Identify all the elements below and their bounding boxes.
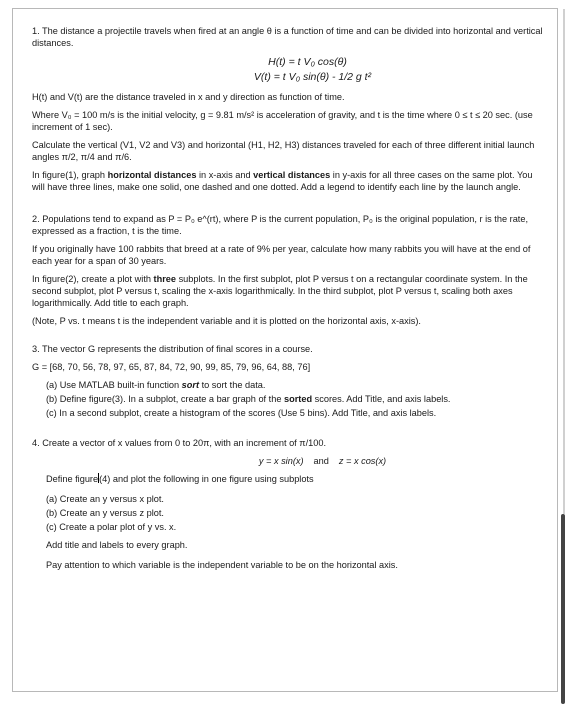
scrollbar-thumb[interactable] <box>561 514 565 704</box>
q1-calculate: Calculate the vertical (V1, V2 and V3) and horizontal (H1, H2, H3) distances traveled for each of three different initial launch angles π/2, π/4 and π/6. <box>32 140 535 162</box>
q4-part-a: (a) Create an y versus x plot. <box>46 494 164 504</box>
q1-fig-bold-2: vertical distances <box>253 170 331 180</box>
q1-fig-text-1: In figure(1), graph <box>32 170 108 180</box>
q2-figure-instructions <box>32 273 543 309</box>
q3-a-text-1: (a) Use MATLAB built-in function <box>46 380 182 390</box>
q4-titles: Add title and labels to every graph. <box>46 540 188 550</box>
q2-fig-text-1: In figure(2), create a plot with <box>32 274 154 284</box>
q4-intro: 4. Create a vector of x values from 0 to 20π, with an increment of π/100. <box>32 438 327 448</box>
q3-intro: 3. The vector G represents the distribution of final scores in a course. <box>32 344 313 354</box>
q2-rabbits: If you originally have 100 rabbits that breed at a rate of 9% per year, calculate how many rabbits you will have at the end of each year for a span of 30 years. <box>32 244 531 266</box>
q2-intro: 2. Populations tend to expand as P = P₀ e^(rt), where P is the current population, P₀ is the original population, r is the rate, expressed as a fraction, t is the time. <box>32 214 529 236</box>
question-4 <box>32 437 543 571</box>
q4-part-c: (c) Create a polar plot of y vs. x. <box>46 522 177 532</box>
q1-fig-bold-1: horizontal distances <box>107 170 197 180</box>
q1-definition: H(t) and V(t) are the distance traveled in x and y direction as function of time. <box>32 92 345 102</box>
q3-part-b <box>32 393 543 405</box>
scrollbar-track[interactable] <box>563 9 565 514</box>
q1-equation-h: H(t) = t V₀ cos(θ) <box>268 56 347 68</box>
q3-part-c: (c) In a second subplot, create a histogram of the scores (Use 5 bins). Add Title, and axis labels. <box>46 408 437 418</box>
q3-a-text-2: to sort the data. <box>199 380 266 390</box>
q3-a-bold: sort <box>181 380 200 390</box>
question-3 <box>32 343 543 419</box>
question-2 <box>32 213 543 327</box>
q1-fig-text-2: in x-axis and <box>196 170 254 180</box>
q2-note: (Note, P vs. t means t is the independent variable and it is plotted on the horizontal axis, x-axis). <box>32 316 421 326</box>
q4-equation-and: and <box>313 456 329 466</box>
q1-where: Where V₀ = 100 m/s is the initial velocity, g = 9.81 m/s² is acceleration of gravity, and t is the time where 0 ≤ t ≤ 20 sec. (use increment of 1 sec). <box>32 110 533 132</box>
q3-b-text-1: (b) Define figure(3). In a subplot, create a bar graph of the <box>46 394 284 404</box>
q4-attention: Pay attention to which variable is the independent variable to be on the horizontal axis. <box>46 560 398 570</box>
q2-fig-bold: three <box>153 274 177 284</box>
q1-equation-v: V(t) = t V₀ sin(θ) - 1/2 g t² <box>253 71 372 83</box>
q4-equation-y: y = x sin(x) <box>258 456 304 466</box>
q4-part-b: (b) Create an y versus z plot. <box>46 508 164 518</box>
q3-b-text-2: scores. Add Title, and axis labels. <box>312 394 451 404</box>
q4-define-text-2: (4) and plot the following in one figure using subplots <box>99 474 314 484</box>
document-page <box>12 8 558 692</box>
q1-intro: 1. The distance a projectile travels when fired at an angle θ is a function of time and can be divided into horizontal and vertical distances. <box>32 26 543 48</box>
q4-define-text-1: Define figure <box>46 474 99 484</box>
q1-figure-instructions <box>32 169 543 193</box>
q4-equations <box>32 455 543 467</box>
q4-define <box>32 473 543 485</box>
q3-part-a <box>32 379 543 391</box>
q3-b-bold: sorted <box>284 394 313 404</box>
q3-vector: G = [68, 70, 56, 78, 97, 65, 87, 84, 72, 90, 99, 85, 79, 96, 64, 88, 76] <box>32 362 311 372</box>
q1-fig-text-3: in y-axis for all three cases on the same plot. You will have three lines, make one solid, one dashed and one dotted. Add a legend to identify each line by the launch angle. <box>32 170 533 192</box>
question-1 <box>32 25 543 193</box>
q4-equation-z: z = x cos(x) <box>338 456 387 466</box>
q2-fig-text-2: subplots. In the first subplot, plot P versus t on a rectangular coordinate system. In the second subplot, plot P versus t, scaling the x-axis logarithmically. In the third subplot, plot P versus t, scaling both axes logarithmically. Add title to each graph. <box>32 274 528 308</box>
